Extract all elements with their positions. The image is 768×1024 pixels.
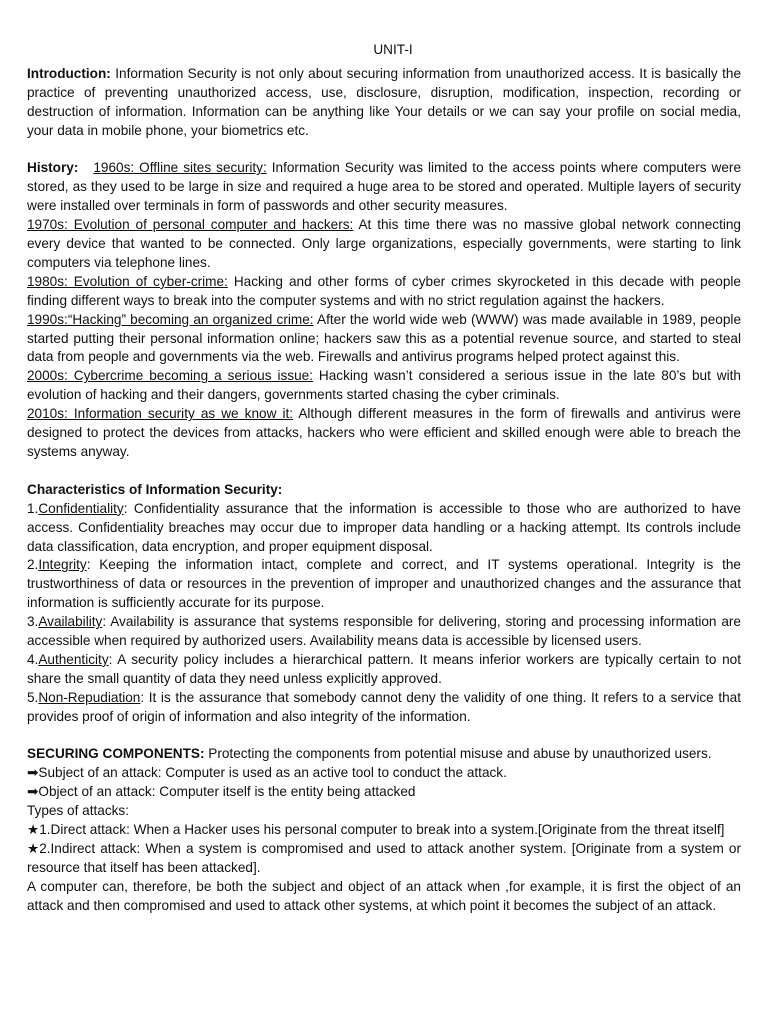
characteristic-integrity: [27, 556, 741, 613]
history-2000s-heading: 2000s: Cybercrime becoming a serious issue:: [27, 368, 313, 384]
history-1990s: [27, 311, 741, 368]
characteristic-text: : Confidentiality assurance that the information is accessible to those who are authorized to have access. Confidentiality breaches may occur due to improper data handling or a hacking attempt. Its controls include data classification, data encryption, and proper equipment disposal.: [27, 500, 741, 554]
characteristic-non-repudiation: [27, 689, 741, 727]
direct-attack: [27, 821, 741, 840]
history-1980s-heading: 1980s: Evolution of cyber-crime:: [27, 273, 228, 289]
types-of-attacks-label: Types of attacks:: [27, 803, 129, 819]
subject-of-attack: [27, 764, 741, 783]
history-2010s: [27, 405, 741, 462]
characteristic-name: Integrity: [38, 557, 87, 573]
characteristic-text: : It is the assurance that somebody cannot deny the validity of one thing. It refers to a service that provides proof of origin of information and also integrity of the information.: [27, 689, 741, 724]
introduction-paragraph: [27, 65, 741, 141]
securing-components-text: Protecting the components from potential misuse and abuse by unauthorized users.: [204, 746, 712, 762]
history-1970s-text: At this time there was no massive global network connecting every device that wanted to be connected. Only large organizations, especially governments, were starting to link computers via telephone lines.: [27, 217, 741, 270]
history-1980s-text: Hacking and other forms of cyber crimes skyrocketed in this decade with people finding different ways to break into the computer systems and with no strict regulation against the hackers.: [27, 273, 741, 308]
indirect-attack: [27, 840, 741, 878]
spacer: [27, 141, 741, 160]
history-1990s-heading: 1990s:“Hacking” becoming an organized crime:: [27, 311, 314, 327]
characteristic-name: Availability: [38, 614, 103, 630]
characteristic-authenticity: [27, 651, 741, 689]
object-of-attack: [27, 783, 741, 802]
introduction-text: Information Security is not only about securing information from unauthorized access. It is basically the practice of preventing unauthorized access, use, disclosure, disruption, modification, inspection, recording or destruction of information. Information can be anything like Your details or we can say your profile on social media, your data in mobile phone, your biometrics etc.: [27, 65, 741, 138]
introduction-label: Introduction:: [27, 65, 111, 81]
page-title: UNIT-I: [373, 42, 413, 57]
characteristic-number: 2.: [27, 557, 39, 573]
star-icon: ★: [27, 822, 40, 838]
history-2010s-heading: 2010s: Information security as we know it:: [27, 406, 294, 422]
history-1970s-heading: 1970s: Evolution of personal computer and hackers:: [27, 217, 354, 233]
direct-attack-text: 1.Direct attack: When a Hacker uses his personal computer to break into a system.[Originate from the threat itself]: [39, 822, 725, 838]
spacer: [27, 462, 741, 481]
history-1960s-text: Information Security was limited to the access points where computers were stored, as they used to be large in size and required a huge area to be stored and operated. Multiple layers of security were installed over terminals in form of passwords and other security measures.: [27, 160, 742, 214]
characteristic-name: Authenticity: [38, 651, 109, 667]
conclusion-paragraph: A computer can, therefore, be both the subject and object of an attack when ,for example, it is first the object of an attack and then compromised and used to attack other systems, at which point it becomes the subject of an attack.: [27, 878, 741, 913]
history-1980s: [27, 273, 741, 311]
characteristics-heading: [27, 481, 741, 500]
characteristic-text: : Keeping the information intact, complete and correct, and IT systems operational. Integrity is the trustworthiness of data or resources in the prevention of improper and unauthorized changes and the assurance that information is sufficiently accurate for its purpose.: [27, 557, 741, 611]
characteristic-number: 4.: [27, 651, 39, 667]
characteristic-name: Non-Repudiation: [38, 689, 141, 705]
subject-of-attack-text: Subject of an attack: Computer is used as an active tool to conduct the attack.: [38, 765, 507, 781]
history-1960s-heading: 1960s: Offline sites security:: [93, 160, 267, 176]
arrow-right-icon: ➡: [27, 784, 39, 800]
star-icon: ★: [27, 841, 40, 857]
history-2010s-text: Although different measures in the form of firewalls and antivirus were designed to protect the devices from attacks, hackers who were efficient and skilled enough were able to breach the systems anyway.: [27, 406, 741, 460]
characteristic-name: Confidentiality: [38, 500, 124, 516]
spacer: [27, 727, 741, 746]
characteristic-number: 5.: [27, 689, 39, 705]
history-2000s: [27, 367, 741, 405]
characteristic-number: 1.: [27, 500, 39, 516]
characteristic-number: 3.: [27, 614, 39, 630]
history-1960s: [27, 159, 741, 216]
securing-components-paragraph: [27, 745, 741, 764]
indirect-attack-text: 2.Indirect attack: When a system is compromised and used to attack another system. [Originate from a system or resource that itself has been attacked].: [27, 841, 741, 875]
object-of-attack-text: Object of an attack: Computer itself is the entity being attacked: [38, 784, 416, 800]
characteristic-availability: [27, 613, 741, 651]
arrow-right-icon: ➡: [27, 765, 39, 781]
characteristics-heading-text: Characteristics of Information Security:: [27, 481, 283, 497]
history-label: History:: [27, 160, 79, 176]
characteristic-text: : A security policy includes a hierarchical pattern. It means inferior workers are typically certain to not share the small quantity of data they need unless explicitly approved.: [27, 651, 741, 686]
history-2000s-text: Hacking wasn’t considered a serious issue in the late 80’s but with evolution of hacking and their dangers, governments started chasing the cyber criminals.: [27, 368, 741, 403]
characteristic-text: : Availability is assurance that systems responsible for delivering, storing and processing information are accessible when required by authorized users. Availability means data is accessible by licensed users.: [27, 614, 741, 649]
history-1990s-text: After the world wide web (WWW) was made available in 1989, people started putting their personal information online; hackers saw this as a potential revenue source, and started to steal data from people and governments via the web. Firewalls and antivirus programs helped protect against this.: [27, 311, 742, 365]
characteristic-confidentiality: [27, 500, 741, 557]
history-1970s: [27, 216, 741, 273]
securing-components-label: SECURING COMPONENTS:: [27, 746, 205, 762]
